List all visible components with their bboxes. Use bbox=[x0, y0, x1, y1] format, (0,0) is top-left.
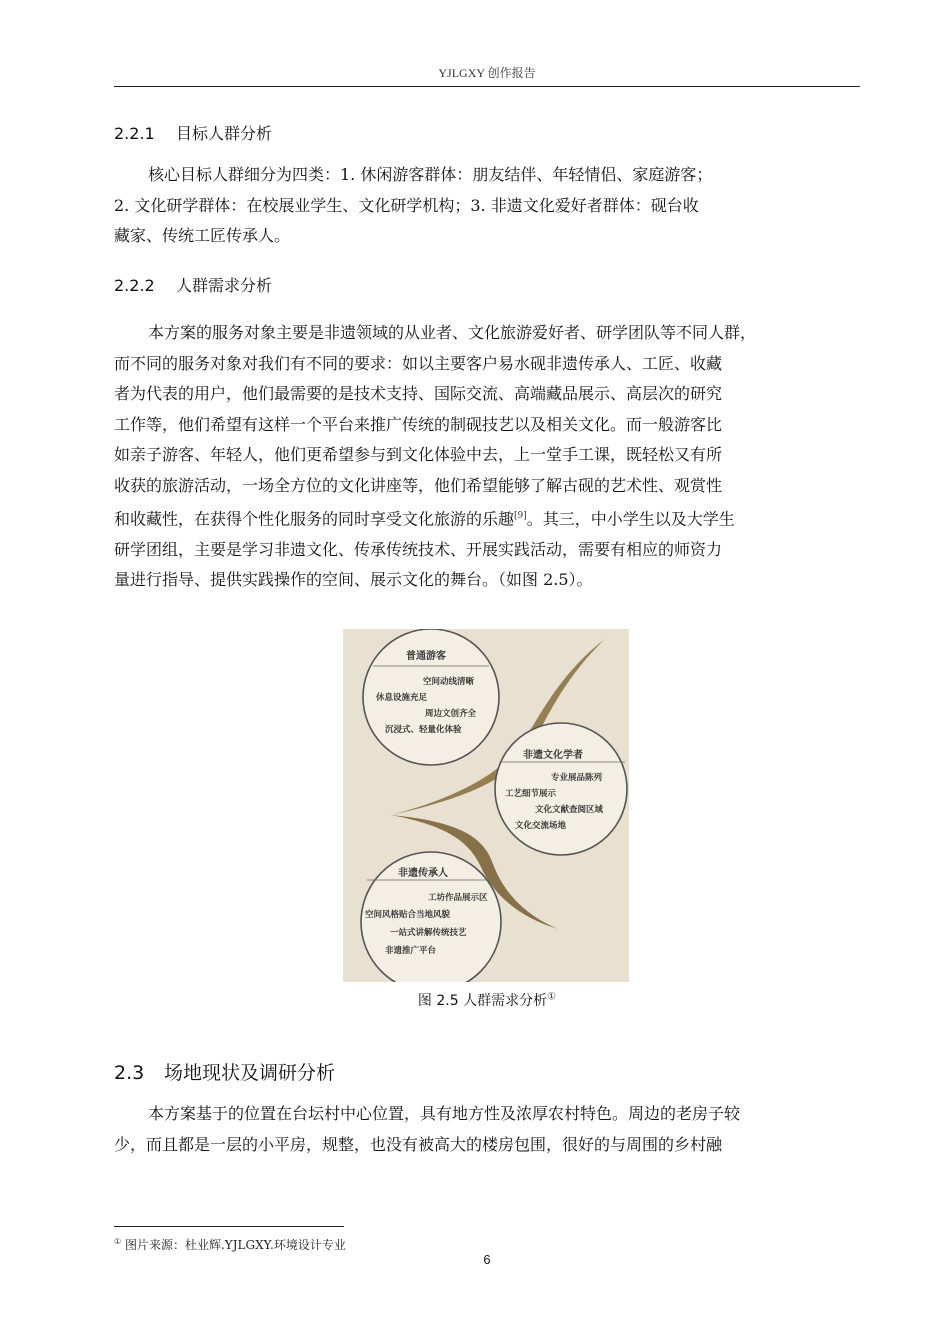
heading-number: 2.2.2 bbox=[114, 276, 155, 295]
heading-title: 人群需求分析 bbox=[176, 276, 273, 295]
footnote bbox=[114, 1236, 346, 1253]
heading-title: 场地现状及调研分析 bbox=[164, 1062, 336, 1084]
text-line: 少，而且都是一层的小平房，规整，也没有被高大的楼房包围，很好的与周围的乡村融 bbox=[114, 1134, 723, 1154]
group-item: 休息设施充足 bbox=[376, 693, 428, 703]
figure-caption bbox=[114, 990, 860, 1010]
paragraph-site-analysis bbox=[114, 1099, 860, 1160]
group-item: 周边文创齐全 bbox=[425, 709, 477, 719]
group-item: 工艺细节展示 bbox=[505, 789, 557, 799]
group-title: 普通游客 bbox=[406, 651, 446, 662]
group-item: 沉浸式、轻量化体验 bbox=[385, 725, 462, 735]
paragraph-target-groups bbox=[114, 160, 860, 252]
footnote-ref[interactable]: ① bbox=[547, 991, 557, 1003]
group-item: 专业展品陈列 bbox=[551, 773, 603, 783]
group-item: 非遗推广平台 bbox=[385, 946, 437, 956]
figure-crowd-demand-diagram bbox=[343, 629, 629, 982]
text-line: 量进行指导、提供实践操作的空间、展示文化的舞台。（如图 2.5）。 bbox=[114, 570, 593, 590]
text-line: 如亲子游客、年轻人，他们更希望参与到文化体验中去，上一堂手工课，既轻松又有所 bbox=[114, 445, 723, 464]
group-heritage-inheritors bbox=[361, 852, 501, 982]
header-rule bbox=[114, 86, 860, 87]
text-line: 2. 文化研学群体：在校展业学生、文化研学机构；3. 非遗文化爱好者群体：砚台收 bbox=[114, 195, 699, 215]
text-segment: 。其三，中小学生以及大学生 bbox=[526, 509, 735, 529]
group-regular-visitors bbox=[363, 629, 499, 765]
crowd-demand-diagram bbox=[343, 629, 629, 982]
text-line: 工作等，他们希望有这样一个平台来推广传统的制砚技艺以及相关文化。而一般游客比 bbox=[114, 414, 723, 434]
heading-2-3 bbox=[114, 1058, 335, 1085]
text-line: 本方案基于的位置在台坛村中心位置，具有地方性及浓厚农村特色。周边的老房子较 bbox=[148, 1104, 741, 1123]
group-item: 文化文献查阅区域 bbox=[535, 805, 604, 815]
text-line: 收获的旅游活动，一场全方位的文化讲座等，他们希望能够了解古砚的艺术性、观赏性 bbox=[114, 475, 723, 495]
text-line: 藏家、传统工匠传承人。 bbox=[114, 226, 291, 245]
text-segment: 和收藏性，在获得个性化服务的同时享受文化旅游的乐趣 bbox=[114, 509, 515, 529]
group-item: 空间风格贴合当地风貌 bbox=[365, 910, 451, 920]
group-title: 非遗文化学者 bbox=[523, 750, 583, 761]
text-line: 而不同的服务对象对我们有不同的要求：如以主要客户易水砚非遗传承人、工匠、收藏 bbox=[114, 353, 723, 373]
heading-number: 2.2.1 bbox=[114, 124, 155, 143]
running-header: YJLGXY 创作报告 bbox=[438, 66, 536, 80]
heading-2-2-2 bbox=[114, 273, 272, 296]
group-item: 一站式讲解传统技艺 bbox=[390, 928, 467, 938]
group-item: 文化交流场地 bbox=[515, 821, 567, 831]
group-title: 非遗传承人 bbox=[398, 868, 448, 879]
group-item: 工坊作品展示区 bbox=[428, 893, 488, 903]
footnote-rule bbox=[114, 1226, 344, 1227]
text-line: 本方案的服务对象主要是非遗领域的从业者、文化旅游爱好者、研学团队等不同人群， bbox=[148, 323, 757, 342]
text-line bbox=[114, 501, 860, 535]
citation-ref[interactable]: [9] bbox=[514, 511, 527, 521]
text-line: 研学团组，主要是学习非遗文化、传承传统技术、开展实践活动，需要有相应的师资力 bbox=[114, 539, 723, 559]
group-heritage-scholars bbox=[495, 723, 627, 855]
paragraph-demand-analysis bbox=[114, 318, 860, 596]
text-line: 核心目标人群细分为四类：1. 休闲游客群体：朋友结伴、年轻情侣、家庭游客； bbox=[148, 165, 713, 184]
heading-title: 目标人群分析 bbox=[176, 124, 273, 143]
footnote-text: 图片来源：杜业辉.YJLGXY.环境设计专业 bbox=[121, 1238, 346, 1252]
caption-text: 图 2.5 人群需求分析 bbox=[417, 993, 548, 1009]
text-line: 者为代表的用户，他们最需要的是技术支持、国际交流、高端藏品展示、高层次的研究 bbox=[114, 384, 723, 403]
group-item: 空间动线清晰 bbox=[423, 677, 475, 687]
page-number: 6 bbox=[483, 1252, 491, 1267]
footnote-mark: ① bbox=[114, 1237, 122, 1246]
heading-2-2-1 bbox=[114, 121, 272, 144]
heading-number: 2.3 bbox=[114, 1062, 145, 1084]
